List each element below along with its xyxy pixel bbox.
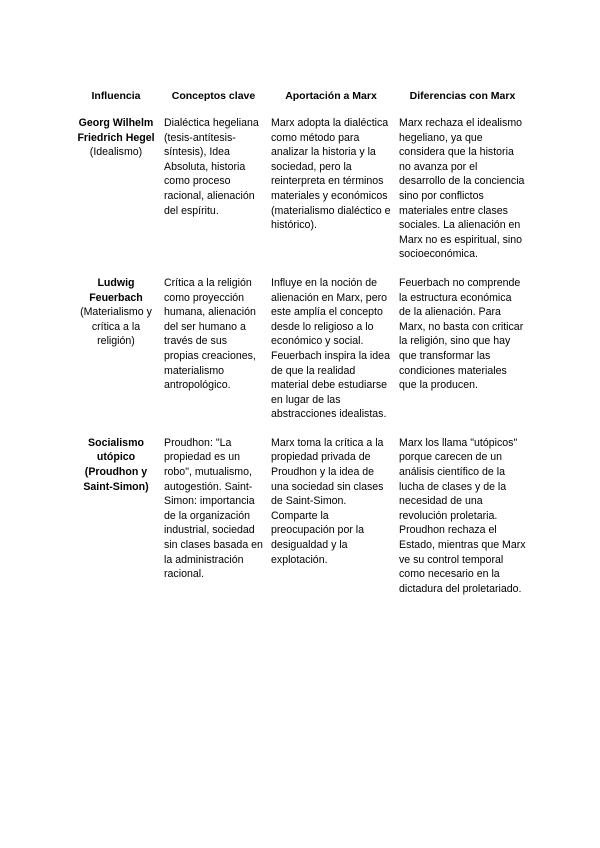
table-header-row <box>72 90 530 112</box>
concepts-cell: Crítica a la religión como proyección humana, alienación del ser humano a través de sus propias creaciones, materialismo antropológico. <box>164 276 256 392</box>
header-conceptos-clave: Conceptos clave <box>171 90 256 102</box>
concepts-cell: Proudhon: "La propiedad es un robo", mutualismo, autogestión. Saint-Simon: importancia de la organización industrial, sociedad sin clases basada en la administración racional. <box>164 436 263 581</box>
header-diferencias: Diferencias con Marx <box>409 90 516 102</box>
influence-subtitle: (Materialismo y crítica a la religión) <box>80 306 152 348</box>
influence-subtitle: (Idealismo) <box>89 146 143 159</box>
influence-cell <box>72 432 160 607</box>
header-aportacion: Aportación a Marx <box>285 90 377 102</box>
influences-table <box>72 90 530 606</box>
differences-cell: Marx rechaza el idealismo hegeliano, ya que considera que la historia no avanza por el desarrollo de la conciencia sino por conflictos materiales entre clases sociales. La alienación en Marx no es espiritual, sino socioeconómica. <box>399 117 525 261</box>
table-row-socialismo <box>72 432 530 607</box>
influence-name: Socialismo utópico (Proudhon y Saint-Simon) <box>83 436 149 493</box>
influence-cell <box>72 272 160 432</box>
document-page <box>72 90 530 606</box>
header-influencia: Influencia <box>91 90 141 102</box>
contribution-cell: Marx adopta la dialéctica como método para analizar la historia y la sociedad, pero la reinterpreta en términos materiales y económicos (materialismo dialéctico e histórico). <box>271 117 391 232</box>
influence-name: Ludwig Feuerbach <box>89 276 143 304</box>
influence-cell <box>72 112 160 272</box>
table-row-feuerbach <box>72 272 530 432</box>
differences-cell: Marx los llama "utópicos" porque carecen de un análisis científico de la lucha de clases y de la necesidad de una revolución proletaria. Proudhon rechaza el Estado, mientras que Marx ve su control temporal como necesario en la dictadura del proletariado. <box>399 436 526 595</box>
concepts-cell: Dialéctica hegeliana (tesis-antítesis-síntesis), Idea Absoluta, historia como proceso racional, alienación del espíritu. <box>164 117 259 217</box>
influence-name: Georg Wilhelm Friedrich Hegel <box>77 117 155 144</box>
contribution-cell: Influye en la noción de alienación en Marx, pero este amplía el concepto desde lo religioso a lo económico y social. Feuerbach inspira la idea de que la realidad material debe estudiarse en lugar de las abstracciones idealistas. <box>271 276 390 421</box>
differences-cell: Feuerbach no comprende la estructura económica de la alienación. Para Marx, no basta con criticar la religión, sino que hay que transformar las condiciones materiales que la producen. <box>399 276 524 392</box>
table-row-hegel <box>72 112 530 272</box>
contribution-cell: Marx toma la crítica a la propiedad privada de Proudhon y la idea de una sociedad sin clases de Saint-Simon. Comparte la preocupación por la desigualdad y la explotación. <box>271 436 384 566</box>
